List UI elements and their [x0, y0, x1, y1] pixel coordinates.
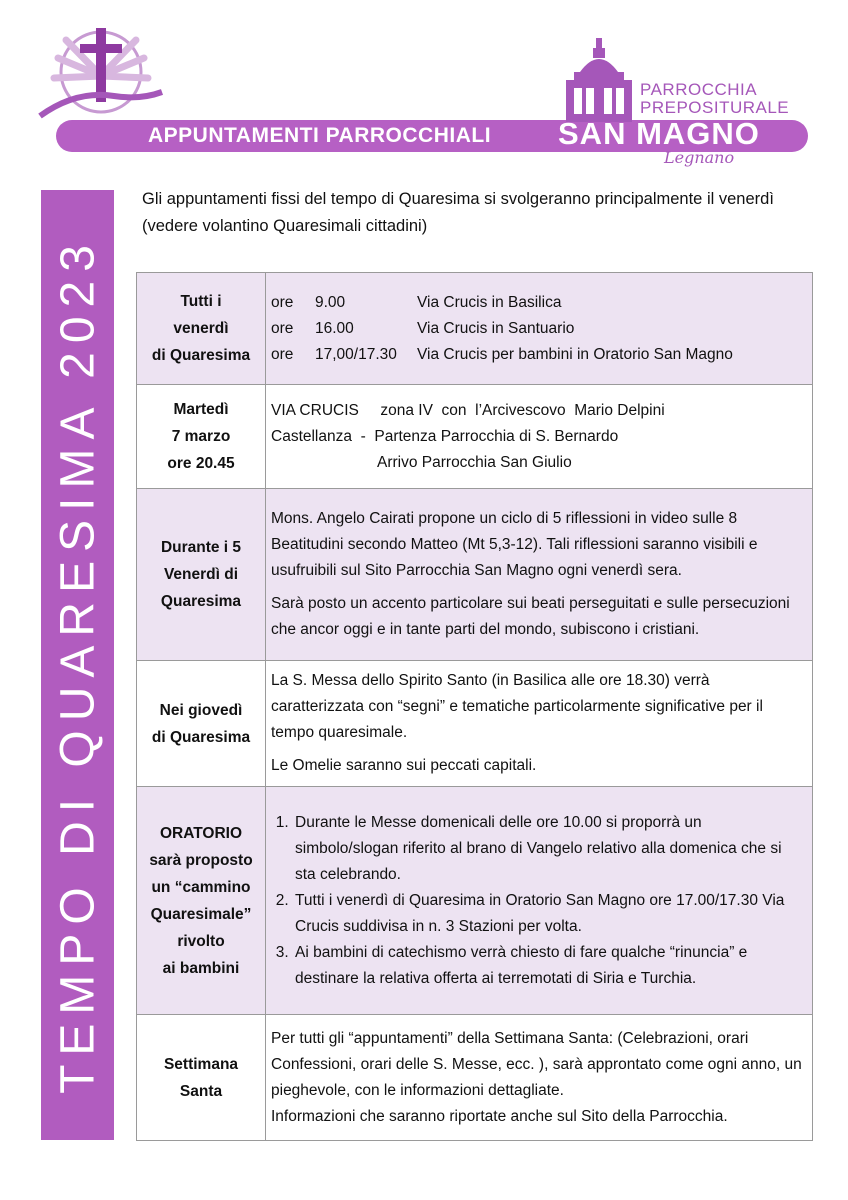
city-signature: Legnano — [664, 148, 735, 167]
row-label: Settimana Santa — [137, 1015, 266, 1141]
schedule-line: ore 16.00 Via Crucis in Santuario — [271, 319, 575, 337]
parish-name: SAN MAGNO — [558, 116, 760, 151]
row-label: ORATORIO sarà proposto un “cammino Quaresimale” rivolto ai bambini — [137, 787, 266, 1015]
table-row — [137, 385, 813, 489]
row-content: VIA CRUCIS zona IV con l’Arcivescovo Mario Delpini Castellanza - Partenza Parrocchia di S. Bernardo Arrivo Parrocchia San Giulio — [266, 385, 813, 489]
table-row — [137, 661, 813, 787]
cross-sunrise-logo — [36, 20, 166, 120]
row-content: Per tutti gli “appuntamenti” della Settimana Santa: (Celebrazioni, orari Confessioni, orari delle S. Messe, ecc. ), sarà approntato come ogni anno, un pieghevole, con le informazioni dettagliate. Informazioni che saranno riportate anche sul Sito della Parrocchia. — [266, 1015, 813, 1141]
schedule-line: ore 9.00 Via Crucis in Basilica — [271, 293, 562, 311]
table-row — [137, 787, 813, 1015]
oratorio-list — [271, 810, 806, 992]
row-content: Mons. Angelo Cairati propone un ciclo di 5 riflessioni in video sulle 8 Beatitudini secondo Matteo (Mt 5,3-12). Tali riflessioni saranno visibili e usufruibili sul Sito Parrocchia San Magno ogni venerdì sera. Sarà posto un accento particolare sui beati perseguitati e sulle persecuzioni che ancor oggi e in tante parti del mondo, subiscono i cristiani. — [266, 489, 813, 661]
list-item: 3. Ai bambini di catechismo verrà chiesto di fare qualche “rinuncia” e destinare la relativa offerta ai terremotati di Siria e Turchia. — [293, 940, 806, 992]
header-title: APPUNTAMENTI PARROCCHIALI — [148, 124, 492, 147]
list-item: 2. Tutti i venerdì di Quaresima in Oratorio San Magno ore 17.00/17.30 Via Crucis suddivisa in n. 3 Stazioni per volta. — [293, 888, 806, 940]
church-icon — [560, 38, 638, 122]
row-content — [266, 787, 813, 1015]
row-label: Tutti i venerdì di Quaresima — [137, 273, 266, 385]
row-label: Nei giovedì di Quaresima — [137, 661, 266, 787]
row-label: Durante i 5 Venerdì di Quaresima — [137, 489, 266, 661]
schedule-table — [136, 272, 813, 1141]
side-banner — [41, 190, 114, 1140]
parish-label: PARROCCHIA — [640, 80, 758, 99]
row-label: Martedì 7 marzo ore 20.45 — [137, 385, 266, 489]
row-content — [266, 273, 813, 385]
schedule-line: ore 17,00/17.30 Via Crucis per bambini in Oratorio San Magno — [271, 345, 733, 363]
table-row — [137, 273, 813, 385]
list-item: 1. Durante le Messe domenicali delle ore 10.00 si proporrà un simbolo/slogan riferito al brano di Vangelo relativo alla domenica che si sta celebrando. — [293, 810, 806, 888]
row-content: La S. Messa dello Spirito Santo (in Basilica alle ore 18.30) verrà caratterizzata con “segni” e tematiche particolarmente significative per il tempo quaresimale. Le Omelie saranno sui peccati capitali. — [266, 661, 813, 787]
parish-type-label: PREPOSITURALE — [640, 98, 790, 117]
table-row — [137, 1015, 813, 1141]
intro-text: Gli appuntamenti fissi del tempo di Quaresima si svolgeranno principalmente il venerdì (vedere volantino Quaresimali cittadini) — [142, 190, 774, 235]
side-banner-title: TEMPO DI QUARESIMA 2023 — [51, 236, 104, 1094]
table-row — [137, 489, 813, 661]
